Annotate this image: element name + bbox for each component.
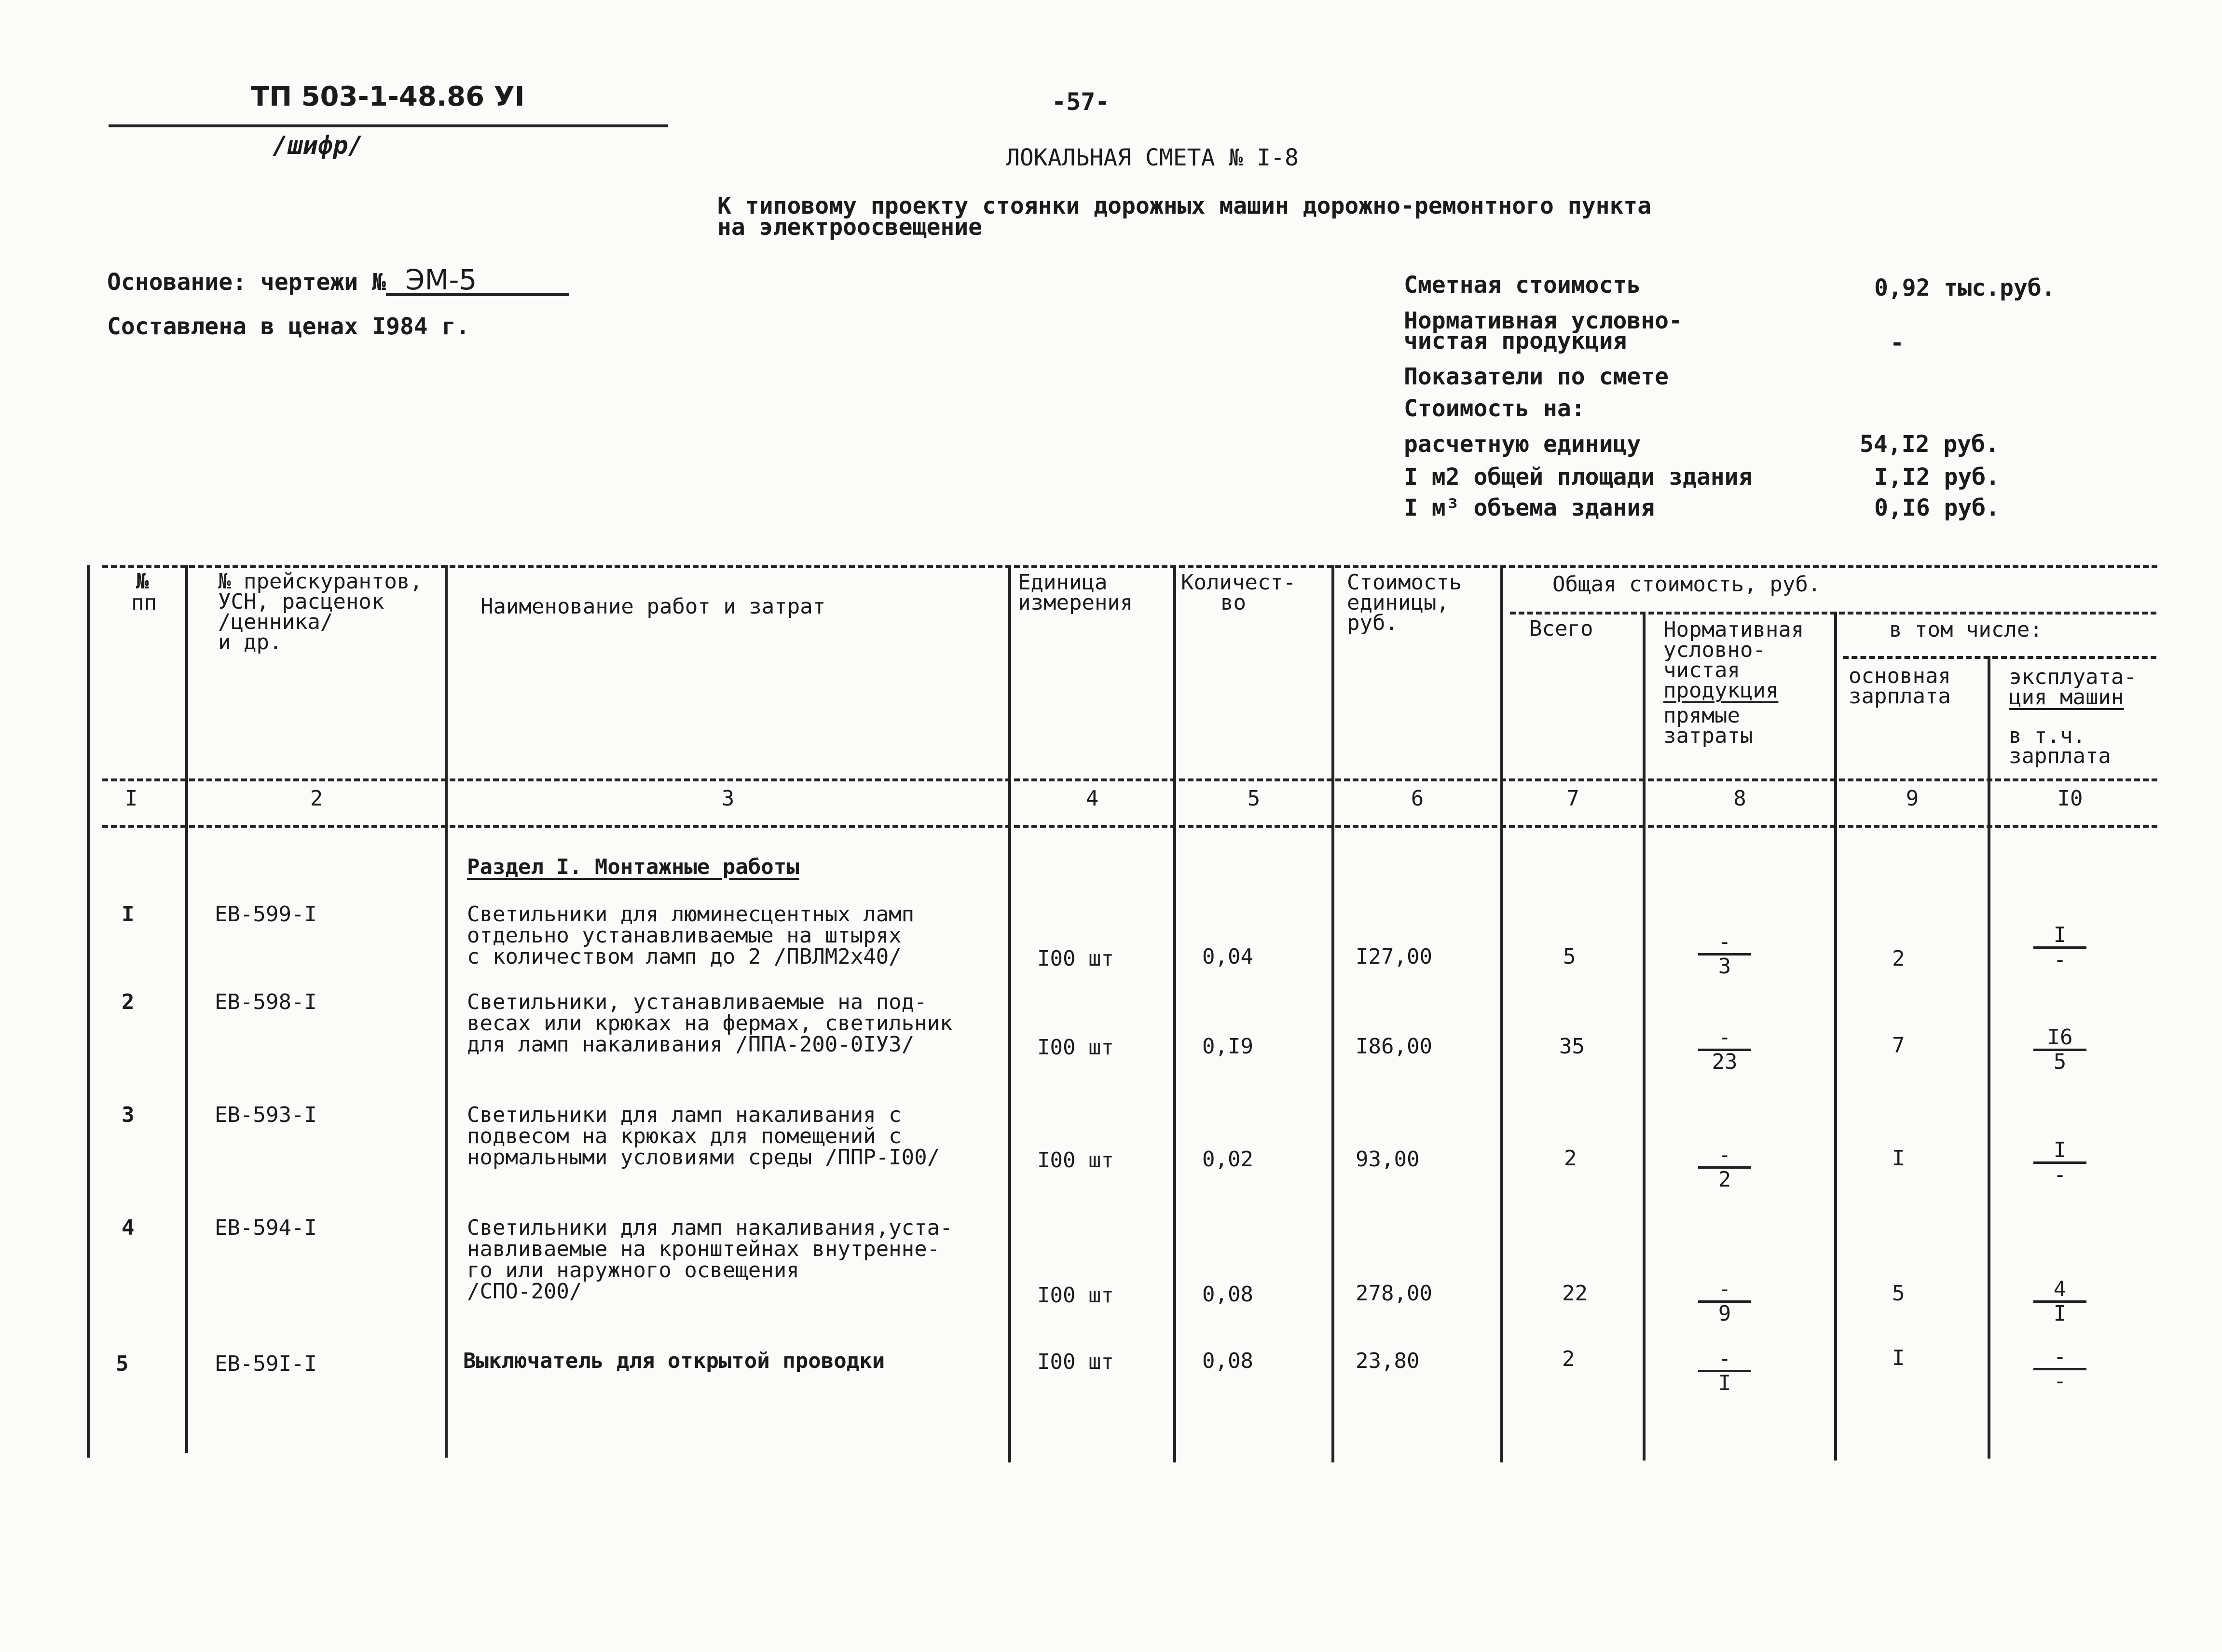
col-border-6 — [1500, 565, 1503, 1462]
row-c10-top: 4 — [2033, 1278, 2086, 1303]
row-qty: 0,I9 — [1202, 1034, 1253, 1059]
row-code: ЕВ-594-I — [215, 1215, 317, 1240]
row-c8-bottom: 2 — [1718, 1167, 1731, 1192]
hdr-c8-line2: условно- — [1663, 638, 1766, 662]
row-c10-top: I — [2033, 924, 2086, 949]
colnum-1: I — [124, 786, 138, 811]
row-c9: 7 — [1892, 1033, 1905, 1058]
colnum-10: I0 — [2057, 786, 2083, 811]
row-c8-top: - — [1698, 931, 1751, 956]
row-name-line: го или наружного освещения — [467, 1258, 799, 1283]
row-c8-bottom: 3 — [1718, 954, 1731, 979]
area-cost-label: I м2 общей площади здания — [1404, 464, 1753, 491]
row-price: 93,00 — [1356, 1147, 1420, 1172]
hdr-c2-line1: № прейскурантов, — [218, 569, 423, 594]
row-name-line: с количеством ламп до 2 /ПВЛМ2х40/ — [467, 944, 902, 969]
row-name-line: нормальными условиями среды /ППР-I00/ — [467, 1145, 940, 1170]
row-c9: I — [1892, 1346, 1905, 1370]
row-number: 4 — [122, 1215, 135, 1240]
row-c8-top: - — [1698, 1348, 1751, 1372]
row-c10-fraction — [2033, 1139, 2086, 1186]
prices-note: Составлена в ценах I984 г. — [107, 313, 470, 340]
row-c10-fraction — [2033, 1278, 2086, 1325]
colnum-2: 2 — [310, 786, 323, 811]
row-price: I27,00 — [1356, 944, 1432, 969]
row-c9: 2 — [1892, 946, 1905, 971]
colnum-bottom-rule — [102, 825, 2157, 828]
row-c10-fraction — [2033, 924, 2086, 971]
colnum-9: 9 — [1906, 786, 1919, 811]
colnum-5: 5 — [1247, 786, 1261, 811]
unit-cost-label: расчетную единицу — [1404, 431, 1641, 458]
hdr-c2-line4: и др. — [218, 630, 282, 655]
basis-label: Основание: чертежи № — [107, 269, 386, 296]
code-underline — [109, 124, 668, 127]
hdr-c10-line3: в т.ч. — [2009, 724, 2085, 748]
row-name-line: для ламп накаливания /ППА-200-0IУ3/ — [467, 1032, 915, 1057]
row-c8-top: - — [1698, 1144, 1751, 1169]
row-c10-fraction — [2033, 1346, 2086, 1393]
section-title: Раздел I. Монтажные работы — [467, 855, 799, 879]
table-top-rule — [102, 565, 2157, 568]
row-c9: I — [1892, 1146, 1905, 1171]
row-total: 22 — [1562, 1281, 1588, 1306]
row-price: 23,80 — [1356, 1349, 1420, 1373]
row-c8-fraction — [1698, 931, 1751, 978]
row-name-line: навливаемые на кронштейнах внутренне- — [467, 1237, 940, 1261]
col-border-0 — [87, 565, 90, 1458]
row-c10-fraction — [2033, 1026, 2086, 1073]
row-total: 5 — [1563, 944, 1576, 969]
header-bottom-rule — [102, 778, 2157, 781]
page-number: -57- — [1052, 88, 1110, 116]
row-qty: 0,08 — [1202, 1282, 1253, 1307]
row-number: 3 — [122, 1103, 135, 1127]
volume-cost-value: 0,I6 руб. — [1874, 494, 2000, 521]
hdr-c1-line2: пп — [131, 590, 157, 615]
row-c8-bottom: I — [1718, 1371, 1731, 1395]
hdr-c6-line2: единицы, — [1347, 590, 1449, 615]
project-code: ТП 503-1-48.86 УI — [251, 81, 525, 112]
row-c10-bottom: - — [2053, 947, 2067, 972]
row-name-line: подвесом на крюках для помещений с — [467, 1124, 902, 1148]
hdr-c7: Всего — [1529, 616, 1593, 641]
hdr-c6-line3: руб. — [1347, 611, 1398, 635]
col-border-2 — [445, 565, 448, 1458]
colnum-6: 6 — [1411, 786, 1424, 811]
document-title: ЛОКАЛЬНАЯ СМЕТА № I-8 — [1006, 144, 1299, 171]
hdr-c2-line2: УСН, расценок — [218, 589, 384, 614]
row-c10-top: I — [2033, 1139, 2086, 1164]
row-c8-top: - — [1698, 1278, 1751, 1303]
hdr-total-group: Общая стоимость, руб. — [1552, 572, 1821, 597]
row-qty: 0,08 — [1202, 1349, 1253, 1373]
row-unit: I00 шт — [1037, 1283, 1114, 1308]
col-border-8 — [1834, 612, 1837, 1461]
row-c8-fraction — [1698, 1348, 1751, 1394]
hdr-c9-line1: основная — [1849, 664, 1951, 688]
hdr-c5-line1: Количест- — [1181, 570, 1296, 595]
hdr-c5-line2: во — [1221, 590, 1246, 615]
hdr-incl-group: в том числе: — [1889, 617, 2043, 642]
row-c8-fraction — [1698, 1278, 1751, 1325]
hdr-c4-line1: Единица — [1018, 570, 1108, 595]
colnum-7: 7 — [1566, 786, 1579, 811]
row-unit: I00 шт — [1037, 1148, 1114, 1173]
colnum-3: 3 — [721, 786, 735, 811]
col-border-4 — [1173, 565, 1176, 1462]
total-group-rule — [1510, 612, 2156, 614]
hdr-c8-line4: продукция — [1663, 678, 1779, 703]
row-name-line: /СПО-200/ — [467, 1279, 582, 1304]
row-c8-bottom: 23 — [1712, 1050, 1738, 1074]
hdr-c3: Наименование работ и затрат — [480, 594, 826, 619]
row-qty: 0,04 — [1202, 944, 1253, 969]
col-border-7 — [1643, 612, 1646, 1461]
row-c10-bottom: - — [2053, 1162, 2067, 1187]
row-c8-top: - — [1698, 1026, 1751, 1051]
hdr-c6-line1: Стоимость — [1347, 570, 1462, 595]
row-c8-fraction — [1698, 1026, 1751, 1073]
row-name-line: Светильники, устанавливаемые на под- — [467, 990, 927, 1014]
col-border-3 — [1008, 565, 1011, 1462]
row-price: 278,00 — [1356, 1281, 1432, 1306]
normative-label-1: Нормативная условно- — [1404, 307, 1683, 334]
row-qty: 0,02 — [1202, 1147, 1253, 1172]
cost-for-label: Стоимость на: — [1404, 395, 1585, 422]
row-unit: I00 шт — [1037, 1350, 1114, 1374]
row-name-line: Светильники для ламп накаливания с — [467, 1103, 902, 1127]
normative-value: - — [1890, 329, 1904, 356]
row-c8-fraction — [1698, 1144, 1751, 1191]
col-border-5 — [1331, 565, 1334, 1462]
col-border-1 — [185, 565, 188, 1453]
drawing-number: ЭМ-5 — [405, 263, 477, 296]
hdr-c10-line1: эксплуата- — [2009, 665, 2137, 689]
hdr-c8-line3: чистая — [1663, 658, 1740, 683]
colnum-8: 8 — [1733, 786, 1746, 811]
hdr-c8-line5: прямые — [1663, 703, 1740, 728]
row-name-line: весах или крюках на фермах, светильник — [467, 1011, 953, 1036]
row-name-line: Светильники для люминесцентных ламп — [467, 902, 915, 927]
row-price: I86,00 — [1356, 1034, 1432, 1059]
estimated-cost-value: 0,92 тыс.руб. — [1874, 274, 2056, 301]
row-unit: I00 шт — [1037, 946, 1114, 971]
hdr-c8-line6: затраты — [1663, 724, 1753, 748]
row-code: ЕВ-599-I — [215, 902, 317, 927]
row-code: ЕВ-593-I — [215, 1103, 317, 1127]
hdr-c10-line2: ция машин — [2009, 685, 2124, 710]
hdr-c1-line1: № — [136, 569, 149, 594]
row-name-line: Выключатель для открытой проводки — [463, 1349, 885, 1373]
subtitle-line-1: К типовому проекту стоянки дорожных машин дорожно-ремонтного пункта — [717, 192, 1652, 219]
indicators-label: Показатели по смете — [1404, 363, 1669, 390]
row-c10-top: I6 — [2033, 1026, 2086, 1051]
hdr-c2-line3: /ценника/ — [218, 610, 333, 634]
row-number: 2 — [122, 990, 135, 1014]
estimated-cost-label: Сметная стоимость — [1404, 272, 1641, 299]
volume-cost-label: I м³ объема здания — [1404, 494, 1655, 521]
row-c10-bottom: - — [2053, 1369, 2067, 1393]
row-name-line: отдельно устанавливаемые на штырях — [467, 923, 902, 948]
incl-group-rule — [1843, 656, 2156, 659]
row-number: 5 — [116, 1352, 129, 1376]
row-c8-bottom: 9 — [1718, 1301, 1731, 1326]
row-number: I — [122, 902, 135, 927]
area-cost-value: I,I2 руб. — [1874, 464, 2000, 491]
row-code: ЕВ-59I-I — [215, 1352, 317, 1376]
unit-cost-value: 54,I2 руб. — [1860, 431, 1999, 458]
row-c10-top: - — [2033, 1346, 2086, 1370]
row-c9: 5 — [1892, 1281, 1905, 1306]
normative-label-2: чистая продукция — [1404, 328, 1627, 355]
row-total: 35 — [1559, 1034, 1585, 1059]
hdr-c9-line2: зарплата — [1849, 684, 1951, 709]
drawing-underline — [386, 293, 569, 296]
hdr-c4-line2: измерения — [1018, 590, 1133, 615]
row-c10-bottom: I — [2053, 1301, 2067, 1326]
row-code: ЕВ-598-I — [215, 990, 317, 1014]
row-unit: I00 шт — [1037, 1035, 1114, 1060]
row-c10-bottom: 5 — [2053, 1050, 2067, 1074]
subtitle-line-2: на электроосвещение — [717, 214, 983, 241]
row-name-line: Светильники для ламп накаливания,уста- — [467, 1215, 953, 1240]
hdr-c10-line4: зарплата — [2009, 744, 2111, 768]
col-border-9 — [1988, 656, 1990, 1459]
row-total: 2 — [1564, 1146, 1577, 1171]
cipher-label: /шифр/ — [273, 131, 363, 160]
row-total: 2 — [1562, 1347, 1575, 1371]
hdr-c8-line1: Нормативная — [1663, 617, 1804, 642]
colnum-4: 4 — [1085, 786, 1099, 811]
